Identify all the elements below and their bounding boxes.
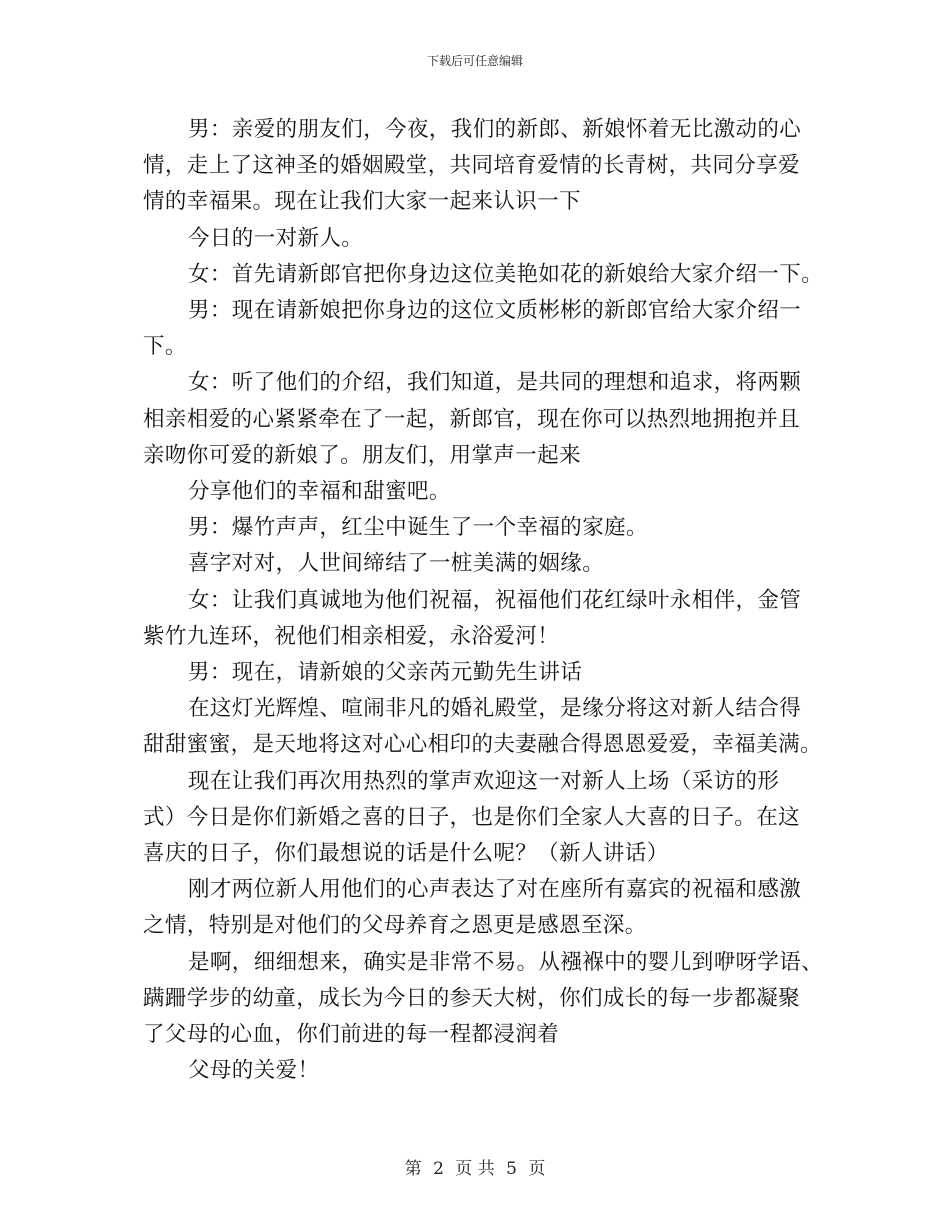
page-footer: [0, 1154, 950, 1179]
text-line: 女：听了他们的介绍，我们知道，是共同的理想和追求，将两颗: [188, 370, 802, 396]
text-line: 式）今日是你们新婚之喜的日子，也是你们全家人大喜的日子。在这: [143, 804, 801, 830]
text-line: 喜字对对，人世间缔结了一桩美满的姻缘。: [188, 551, 605, 577]
text-line: 之情，特别是对他们的父母养育之恩更是感恩至深。: [143, 913, 647, 939]
text-line: 喜庆的日子，你们最想说的话是什么呢？（新人讲话）: [143, 841, 669, 867]
text-line: 男：爆竹声声，红尘中诞生了一个幸福的家庭。: [188, 515, 648, 541]
text-line: 情，走上了这神圣的婚姻殿堂，共同培育爱情的长青树，共同分享爱: [143, 153, 801, 179]
current-page-number: 2: [433, 1159, 444, 1179]
text-line: 了父母的心血，你们前进的每一程都浸润着: [143, 1022, 560, 1048]
text-line: 情的幸福果。现在让我们大家一起来认识一下: [143, 189, 582, 215]
document-body: [143, 112, 823, 1089]
text-line: 现在让我们再次用热烈的掌声欢迎这一对新人上场（采访的形: [188, 768, 780, 794]
text-line: 相亲相爱的心紧紧牵在了一起，新郎官，现在你可以热烈地拥抱并且: [143, 406, 801, 432]
text-line: 分享他们的幸福和甜蜜吧。: [188, 479, 451, 505]
text-line: 今日的一对新人。: [188, 225, 364, 251]
text-line: 父母的关爱！: [188, 1058, 320, 1084]
text-line: 甜甜蜜蜜，是天地将这对心心相印的夫妻融合得恩恩爱爱，幸福美满。: [143, 732, 822, 758]
text-line: 蹒跚学步的幼童，成长为今日的参天大树，你们成长的每一步都凝聚: [143, 985, 801, 1011]
page-header: 下载后可任意编辑: [426, 54, 523, 68]
footer-suffix: 页: [528, 1159, 546, 1179]
text-line: 紫竹九连环，祝他们相亲相爱，永浴爱河！: [143, 623, 560, 649]
footer-prefix: 第: [404, 1159, 422, 1179]
text-line: 女：首先请新郎官把你身边这位美艳如花的新娘给大家介绍一下。: [188, 261, 824, 287]
text-line: 下。: [143, 334, 187, 360]
text-line: 在这灯光辉煌、喧闹非凡的婚礼殿堂，是缘分将这对新人结合得: [188, 696, 802, 722]
text-line: 刚才两位新人用他们的心声表达了对在座所有嘉宾的祝福和感激: [188, 877, 802, 903]
text-line: 女：让我们真诚地为他们祝福，祝福他们花红绿叶永相伴，金管: [188, 587, 802, 613]
text-line: 男：现在请新娘把你身边的这位文质彬彬的新郎官给大家介绍一: [188, 298, 802, 324]
text-line: 是啊，细细想来，确实是非常不易。从襁褓中的婴儿到咿呀学语、: [188, 949, 824, 975]
footer-mid: 页 共: [455, 1159, 495, 1179]
text-line: 亲吻你可爱的新娘了。朋友们，用掌声一起来: [143, 442, 582, 468]
text-line: 男：现在，请新娘的父亲芮元勤先生讲话: [188, 660, 583, 686]
text-line: 男：亲爱的朋友们，今夜，我们的新郎、新娘怀着无比激动的心: [188, 117, 802, 142]
total-page-number: 5: [506, 1159, 517, 1179]
